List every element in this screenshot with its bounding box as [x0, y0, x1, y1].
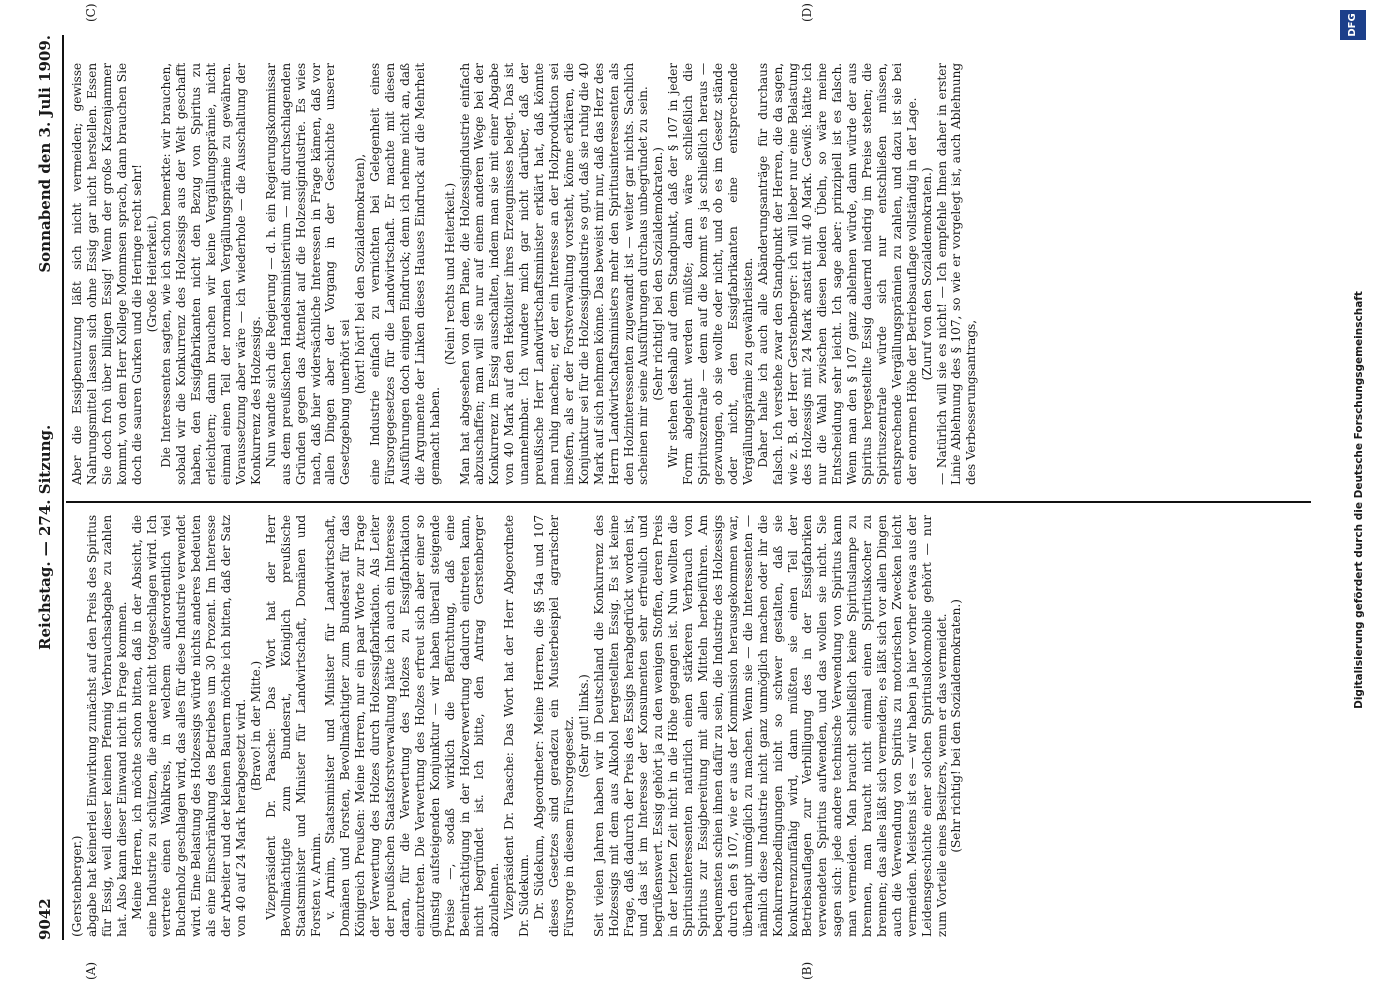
margin-marker-b: (B)	[800, 961, 814, 980]
paragraph: Man hat abgesehen von dem Plane, die Holzessigindustrie einfach abzuschaffen; man will sie nur auf einem anderen Wege bei der Konkurrenz im Essig ausschalten, indem man sie mit einer Abgabe von 40 Mark auf den Hektoliter ihres Erzeugnisses belegt. Das ist unannehmbar. Ich wundere mich gar nicht darüber, daß der preußische Herr Landwirtschaftsminister erklärt hat, daß könnte man ruhig machen; er, der ein Interesse an der Holzproduktion sei insofern, als er der Forstverwaltung vorsteht, könne erklären, die Konjunktur sei für die Holzessigindustrie so gut, daß sie ruhig die 40 Mark auf sich nehmen könne. Das beweist mir nur, daß das Herz des Herrn Landwirtschaftsministers mehr den Spiritusinteressenten als den Holzinteressenten zugewandt ist — weiter gar nichts. Sachlich scheinen mir seine Ausführungen durchaus unbegründet zu sein.	[457, 63, 651, 485]
interjection: (Große Heiterkeit.)	[144, 215, 159, 333]
right-text-column	[70, 63, 1310, 485]
paragraph: (Gerstenberger.)	[70, 835, 84, 937]
left-text-column	[70, 515, 1310, 937]
margin-marker-c: (C)	[84, 3, 98, 22]
paragraph: abgabe hat keinerlei Einwirkung zunächst auf den Preis des Spiritus für Essig, weil dieser keinen Pfennig Verbrauchsabgabe zu zahlen hat. Also kann dieser Einwand nicht in Frage kommen.	[84, 515, 129, 937]
interjection: (Nein! rechts und Heiterkeit.)	[442, 182, 457, 366]
paragraph: Die Interessenten sagten, wie ich schon bemerkte: wir brauchen, sobald wir die Konkurrenz des Holzessigs aus der Welt geschafft haben, den Essigfabrikanten nicht den Bezug von Spiritus zu erleichtern; dann brauchen wir keine Vergällungsprämie, nicht einmal einen Teil der normalen Vergällungsprämie zu gewähren. Voraussetzung aber wäre — ich wiederhole — die Ausschaltung der Konkurrenz des Holzessigs.	[159, 63, 263, 485]
paragraph: Vizepräsident Dr. Paasche: Das Wort hat der Herr Bevollmächtigte zum Bundesrat, Königlich preußische Staatsminister und Minister für Landwirtschaft, Domänen und Forsten v. Arnim.	[263, 515, 323, 937]
paragraph: — Natürlich will sie es nicht! — Ich empfehle Ihnen daher in erster Linie Ablehnung des § 107, so wie er vorgelegt ist, auch Ablehnung des Verbesserungsantrags,	[934, 63, 979, 485]
paragraph: Vizepräsident Dr. Paasche: Das Wort hat der Herr Abgeordnete Dr. Südekum.	[502, 515, 532, 937]
margin-marker-a: (A)	[84, 961, 98, 980]
paragraph: Nun wandte sich die Regierung — d. h. ein Regierungskommissar aus dem preußischen Handelsministerium — mit durchschlagenden Gründen gegen das Attentat auf die Holzessigindustrie. Es wies nach, daß hier widersächliche Interessen in Frage kämen, daß vor allen Dingen aber der Vorgang in der Geschichte unserer Gesetzgebung unerhört sei	[263, 63, 353, 485]
paragraph: Wir stehen deshalb auf dem Standpunkt, daß der § 107 in jeder Form abgelehnt werden müßte; dann wäre schließlich die Spirituszentrale — denn auf die kommt es ja schließlich heraus — gezwungen, ob sie wollte oder nicht, und ob es im Gesetz stände oder nicht, den Essigfabrikanten eine entsprechende Vergällungsprämie zu gewährleisten.	[666, 63, 755, 485]
page-title: Reichstag. — 274. Sitzung.	[36, 424, 54, 650]
header-rule	[62, 35, 64, 940]
paragraph: eine Industrie einfach zu vernichten bei Gelegenheit eines Fürsorgegesetzes für die Landwirtschaft. Er machte mit diesen Ausführungen doch einigen Eindruck; denn ich nehme nicht an, daß die Argumente der Linken dieses Hauses Eindruck auf die Mehrheit gemacht haben.	[368, 63, 442, 485]
dfg-logo: DFG	[1340, 10, 1366, 40]
margin-marker-d: (D)	[800, 3, 814, 22]
paragraph: Daher halte ich auch alle Abänderungsanträge für durchaus falsch. Ich verstehe zwar den Standpunkt der Herren, die da sagen, wie z. B. der Herr Gerstenberger: ich will lieber nur eine Belastung des Holzessigs mit 24 Mark anstatt mit 40 Mark. Gewiß: hätte ich nur die Wahl zwischen diesen beiden Übeln, so wäre meine Entscheidung sehr leicht. Ich sage aber: prinzipiell ist es falsch. Wenn man den § 107 ganz ablehnen würde, dann würde der aus Spiritus hergestellte Essig dauernd niedrig im Preise stehen; die Spirituszentrale würde sich nur entschließen müssen, entsprechende Vergällungsprämien zu zahlen, und dazu ist sie bei der enormen Höhe der Betriebsauflage vollständig in der Lage.	[755, 63, 919, 485]
paragraph: Meine Herren, ich möchte schon bitten, daß in der Absicht, die eine Industrie zu schützen, die andere nicht totgeschlagen wird. Ich vertrete einen Wahlkreis, in welchem außerordentlich viel Buchenholz geschlagen wird, das alles für diese Industrie verwendet wird. Eine Belastung des Holzessigs würde nichts anderes bedeuten als eine Einschränkung des Betriebes um 30 Prozent. Im Interesse der Arbeiter und der kleinen Bauern möchte ich bitten, daß der Satz von 40 auf 24 Mark herabgesetzt wird.	[129, 515, 248, 937]
paragraph: Seit vielen Jahren haben wir in Deutschland die Konkurrenz des Holzessigs mit dem aus Alkohol hergestellten Essig. Es ist keine Frage, daß dadurch der Preis des Essigs herabgedrückt worden ist, und das ist im Interesse der Konsumenten sehr erfreulich und begrüßenswert. Essig gehört ja zu den wenigen Stoffen, deren Preis in der letzten Zeit nicht in die Höhe gegangen ist. Nun wollten die Spiritusinteressenten natürlich einen stärkeren Verbrauch von Spiritus zur Essigbereitung mit allen Mitteln herbeiführen. Am bequemsten schien ihnen dafür zu sein, die Industrie des Holzessigs durch den § 107, wie er aus der Kommission herausgekommen war, überhaupt unmöglich zu machen. Wenn sie — die Interessenten — nämlich diese Industrie nicht ganz unmöglich machen oder ihr die Konkurrenzbedingungen nicht so schwer gestalten, daß sie konkurrenzunfähig wird, dann müßten sie einen Teil der Betriebsauflagen zur Verbilligung des in der Essigfabriken verwendeten Spiritus aufwenden, und das wollen sie nicht. Sie sagen sich: jede andere technische Verwendung von Spiritus kann man vermeiden. Man braucht schließlich keine Spirituslampe zu brennen, man braucht nicht einmal einen Spirituskocher zu brennen; das alles läßt sich vermeiden; es läßt sich vor allen Dingen auch die Verwendung von Spiritus zu motorischen Zwecken leicht vermeiden. Meistens ist es — wir haben ja hier vorher etwas aus der Leidensgeschichte einer solchen Spirituslokomobile gehört — nur zum Vorteile eines Besitzers, wenn er das vermeidet.	[591, 515, 949, 937]
interjection: (Sehr richtig! bei den Sozialdemokraten.)	[949, 599, 964, 853]
page-date: Sonnabend den 3. Juli 1909.	[36, 35, 54, 273]
paragraph: Dr. Südekum, Abgeordneter: Meine Herren, die §§ 54a und 107 dieses Gesetzes sind geradezu ein Musterbeispiel agrarischer Fürsorge in diesem Fürsorgegesetz.	[532, 515, 576, 937]
page-header	[30, 35, 62, 940]
interjection: (Bravo! in der Mitte.)	[248, 660, 263, 792]
column-divider	[66, 501, 1311, 503]
interjection: (Sehr richtig! bei den Sozialdemokraten.)	[651, 147, 666, 401]
page-number: 9042	[36, 898, 54, 940]
paragraph: Aber die Essigbenutzung läßt sich nicht vermeiden; gewisse Nahrungsmittel lassen sich ohne Essig gar nicht herstellen. Essen Sie doch froh über billigen Essig! Wenn der große Katzenjammer kommt, von dem Herr Kollege Mommsen sprach, dann brauchen Sie doch die sauren Gurken und die Heringe recht sehr!	[70, 63, 144, 485]
paragraph: v. Arnim, Staatsminister und Minister für Landwirtschaft, Domänen und Forsten, Bevollmächtigter zum Bundesrat für das Königreich Preußen: Meine Herren, nur ein paar Worte zur Frage der Verwertung des Holzes durch Holzessigfabrikation. Als Leiter der preußischen Staatsforstverwaltung hätte ich auch ein Interesse daran, für die Verwertung des Holzes zu Essigfabrikation einzutreten. Die Verwertung des Holzes erfreut sich aber einer so günstig aufsteigenden Konjunktur — wir haben überall steigende Preise —, sodaß wirklich die Befürchtung, daß eine Beeinträchtigung in der Holzverwertung dadurch eintreten kann, nicht begründet ist. Ich bitte, den Antrag Gerstenberger abzulehnen.	[323, 515, 502, 937]
digitization-credit: Digitalisierung gefördert durch die Deutsche Forschungsgemeinschaft	[1353, 291, 1365, 709]
interjection: (Zuruf von den Sozialdemokraten.)	[919, 167, 934, 381]
interjection: (hört! hört! bei den Sozialdemokraten),	[353, 153, 368, 395]
interjection: (Sehr gut! links.)	[576, 674, 591, 778]
